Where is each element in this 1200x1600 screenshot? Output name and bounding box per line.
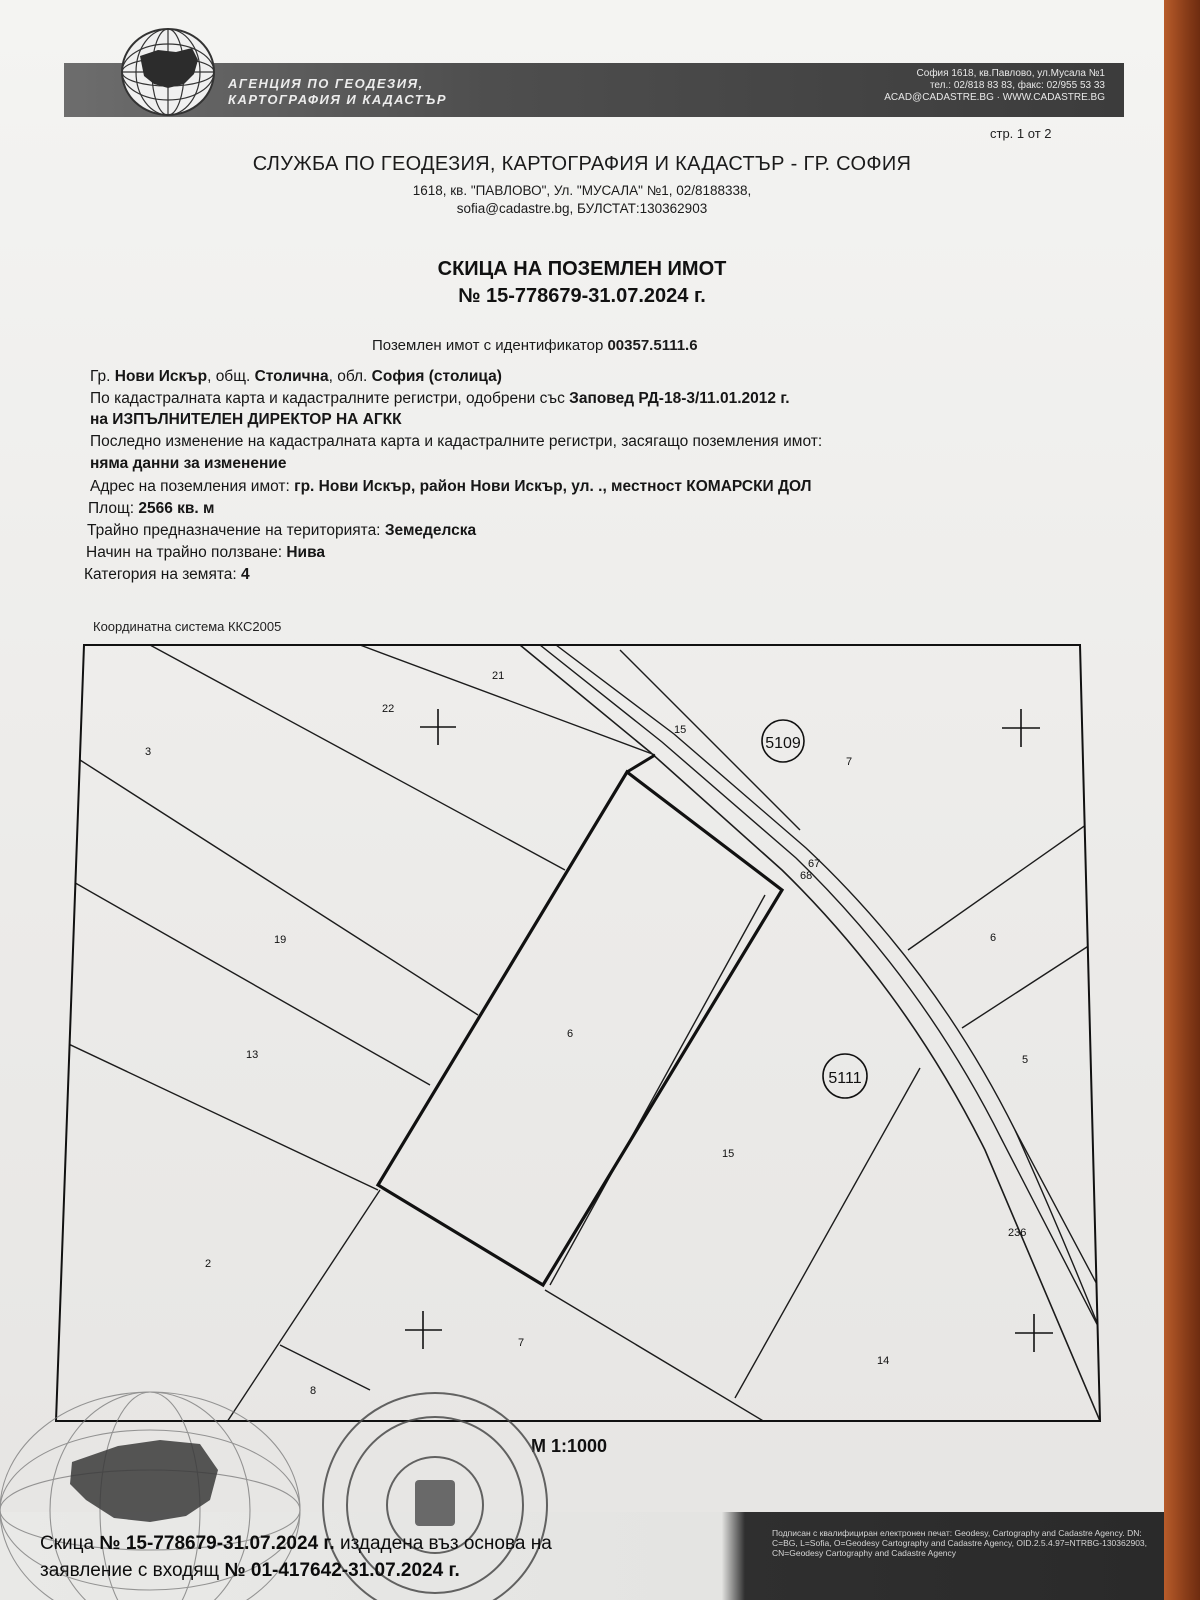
parcel-label-14: 14 [877, 1355, 890, 1367]
usage-value: Нива [286, 544, 326, 561]
purpose-value: Земеделска [384, 522, 477, 539]
purpose-line [87, 522, 476, 540]
parcel-label-22: 22 [382, 703, 395, 715]
issuer-prefix: на [90, 411, 108, 428]
area-label: Площ: [88, 500, 135, 517]
usage-label: Начин на трайно ползване: [86, 544, 283, 561]
contact-line2: тел.: 02/818 83 83, факс: 02/955 53 33 [929, 80, 1105, 91]
location-prefix: Гр. [90, 368, 111, 385]
cadastral-map [54, 644, 1102, 1424]
address-line [90, 478, 812, 496]
last-change-label: Последно изменение на кадастралната карта и кадастралните регистри, засягащо поземления имот: [90, 433, 823, 450]
address-value: гр. Нови Искър, район Нови Искър, ул. ., местност КОМАРСКИ ДОЛ [294, 478, 812, 495]
parcel-label-3: 3 [145, 746, 152, 758]
issuer-line [90, 411, 402, 429]
office-address-line1: 1618, кв. "ПАВЛОВО", Ул. "МУСАЛА" №1, 02/8188338, [412, 183, 752, 198]
approval-order: Заповед РД-18-3/11.01.2012 г. [569, 390, 790, 407]
footer-line2 [40, 1557, 552, 1584]
footer-line1-a: Скица [40, 1533, 95, 1554]
footer-sketch-number: № 15-778679-31.07.2024 г. [99, 1533, 335, 1554]
parcel-label-6b: 6 [990, 932, 997, 944]
property-identifier [372, 337, 698, 354]
area-line [88, 500, 215, 518]
subject-parcel-boundary [378, 772, 782, 1285]
parcel-label-236: 236 [1008, 1227, 1027, 1239]
municipality: Столична [254, 368, 329, 385]
document-title: СКИЦА НА ПОЗЕМЛЕН ИМОТ [437, 258, 727, 280]
office-address-line2: sofia@cadastre.bg, БУЛСТАТ:130362903 [456, 201, 708, 216]
approval-line [90, 390, 790, 408]
parcel-label-68: 68 [800, 870, 813, 882]
region-prefix: , обл. [328, 368, 368, 385]
municipality-prefix: , общ. [207, 368, 251, 385]
last-change-value [90, 455, 286, 473]
parcel-label-13: 13 [246, 1049, 259, 1061]
parcel-label-15b: 15 [722, 1148, 735, 1160]
issuer: ИЗПЪЛНИТЕЛЕН ДИРЕКТОР НА АГКК [112, 411, 402, 428]
parcel-label-8: 8 [310, 1385, 317, 1397]
footer-line2-a: заявление с входящ [40, 1560, 220, 1581]
agency-name-line2: КАРТОГРАФИЯ И КАДАСТЪР [228, 92, 447, 107]
parcel-label-7a: 7 [846, 756, 853, 768]
parcel-label-21: 21 [492, 670, 505, 682]
approval-text: По кадастралната карта и кадастралните регистри, одобрени със [90, 390, 565, 407]
area-value: 2566 кв. м [138, 500, 215, 517]
block-label-5109: 5109 [765, 735, 801, 752]
page-number: стр. 1 от 2 [990, 126, 1052, 141]
category-value: 4 [241, 566, 250, 583]
category-label: Категория на земята: [84, 566, 237, 583]
parcel-label-19: 19 [274, 934, 287, 946]
office-title: СЛУЖБА ПО ГЕОДЕЗИЯ, КАРТОГРАФИЯ И КАДАСТЪР - ГР. СОФИЯ [252, 153, 912, 175]
agency-name [228, 76, 447, 108]
agency-contact [800, 68, 1105, 104]
town: Нови Искър [114, 368, 208, 385]
location-line [90, 368, 502, 386]
agency-name-line1: АГЕНЦИЯ ПО ГЕОДЕЗИЯ, [228, 76, 424, 91]
boundary-line [360, 645, 655, 755]
footer-line1 [40, 1530, 552, 1557]
footer-application-number: № 01-417642-31.07.2024 г. [224, 1560, 460, 1581]
footer-line1-c: издадена въз основа на [339, 1533, 552, 1554]
map-frame [56, 645, 1100, 1421]
usage-line [86, 544, 325, 562]
parcel-label-6-subject: 6 [567, 1028, 574, 1040]
identifier-label: Поземлен имот с идентификатор [372, 337, 604, 354]
parcel-label-5: 5 [1022, 1054, 1029, 1066]
parcel-label-67: 67 [808, 858, 821, 870]
block-label-5111: 5111 [828, 1070, 862, 1087]
electronic-signature-text: Подписан с квалифициран електронен печат: Geodesy, Cartography and Cadastre Agency. DN: C=BG, L=Sofia, O=Geodesy Cartography and Cadastre Agency, OID.2.5.4.97=NTRBG-130362903, CN=Geodesy Cartography and Cadastre Agency [772, 1528, 1148, 1558]
parcel-label-7b: 7 [518, 1337, 525, 1349]
purpose-label: Трайно предназначение на територията: [87, 522, 381, 539]
last-change: няма данни за изменение [90, 455, 287, 472]
map-scale: М 1:1000 [531, 1436, 608, 1456]
background-surface [1164, 0, 1200, 1600]
agency-globe-logo [118, 26, 218, 118]
coordinate-system: Координатна система ККС2005 [93, 619, 282, 634]
parcel-label-2: 2 [205, 1258, 212, 1270]
contact-line3: ACAD@CADASTRE.BG · WWW.CADASTRE.BG [884, 92, 1105, 103]
category-line [84, 566, 250, 584]
region: София (столица) [371, 368, 502, 385]
identifier-value: 00357.5111.6 [607, 337, 698, 354]
address-label: Адрес на поземления имот: [90, 478, 290, 495]
contact-line1: София 1618, кв.Павлово, ул.Мусала №1 [916, 68, 1105, 79]
footer-issuance-note [40, 1530, 552, 1584]
document-number: № 15-778679-31.07.2024 г. [458, 285, 706, 307]
parcel-label-15a: 15 [674, 724, 687, 736]
